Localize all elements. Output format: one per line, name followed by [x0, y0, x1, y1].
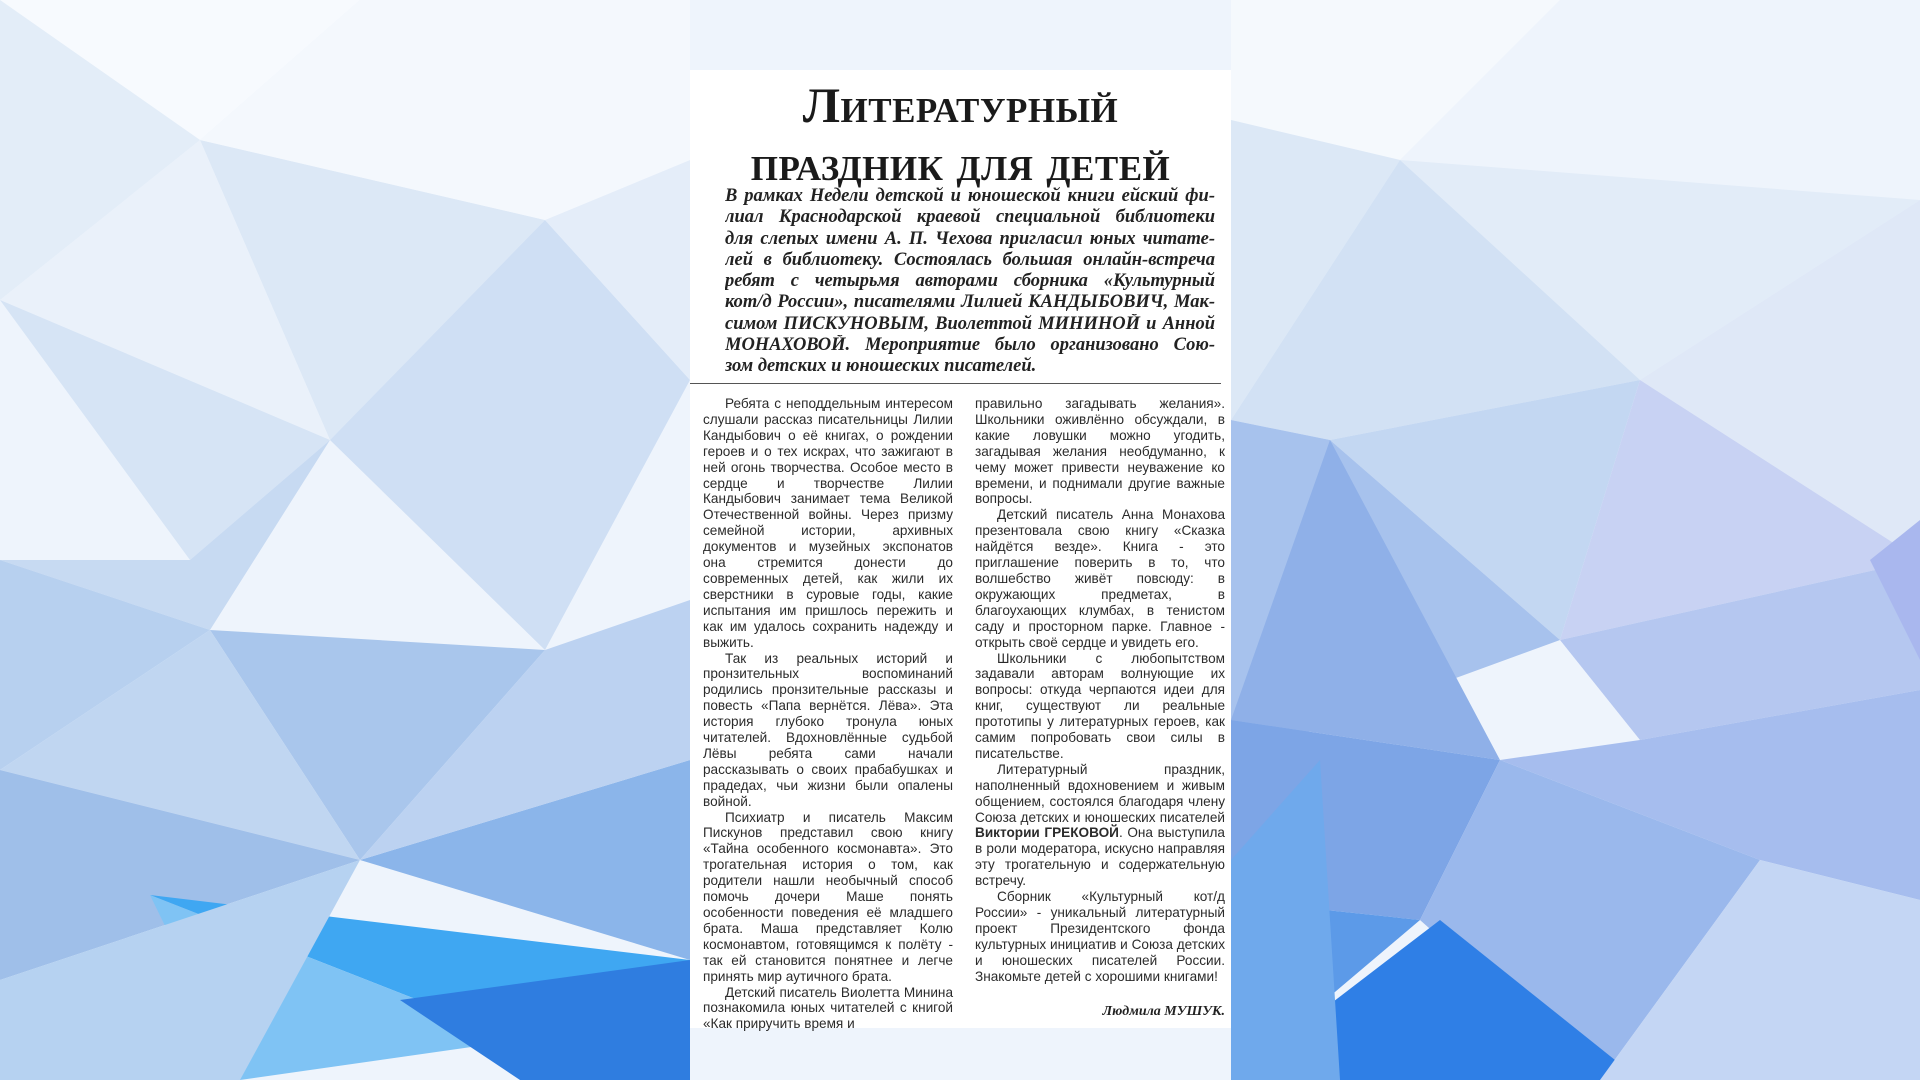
paragraph: Ребята с неподдельным интересом слушали рассказ писательницы Лилии Кандыбович о её книгах, о рождении героев и о тех искрах, что зажигают в ней огонь творчества. Особое место в сердце и творчестве Лилии Кандыбович занимает тема Великой Отечественной войны. Через призму семейной истории, архивных документов и музейных экспонатов она стремится донести до современных детей, как жили их сверстники в суровые годы, какие испытания им пришлось пережить и как им удалось сохранить надежду и выжить. — [703, 396, 953, 650]
paragraph: Школьники с любопытством задавали авторам волнующие их вопросы: откуда черпаются идеи для книг, существуют ли реальные прототипы у литературных героев, как самим попробовать свои силы в писательстве. — [975, 650, 1225, 761]
article-title — [690, 76, 1231, 192]
article-column-left — [703, 396, 953, 1032]
paragraph: Так из реальных историй и пронзительных воспоминаний родились пронзительные рассказы и повесть «Папа вернётся. Лёва». Эта история глубоко тронула юных читателей. Вдохновлённые судьбой Лёвы ребята сами начали рассказывать о своих прабабушках и прадедах, чьи жизни были опалены войной. — [703, 650, 953, 809]
paragraph-moderator — [975, 762, 1225, 889]
divider — [690, 383, 1221, 384]
lead-line: для слепых имени А. П. Чехова пригласил юных читате- — [725, 228, 1215, 249]
article-title-line2: праздник для детей — [750, 135, 1171, 191]
paragraph: Психиатр и писатель Максим Пискунов представил свою книгу «Тайна особенного космонавта». Это трогательная история о том, как родители нашли необычный способ помочь дочери Маше понять особенности поведения её младшего брата. Маша представляет Колю космонавтом, готовящимся к полёту - так ей становится понятнее и легче принять мир аутичного брата. — [703, 809, 953, 984]
paragraph: Детский писатель Анна Монахова презентовала свою книгу «Сказка найдётся везде». Книга - это приглашение поверить в то, что волшебство живёт повсюду: в окружающих предметах, в благоухающих клумбах, в тенистом саду и просторном парке. Главное - открыть своё сердце и увидеть его. — [975, 507, 1225, 650]
paragraph: Детский писатель Виолетта Минина познакомила юных читателей с книгой «Как приручить время и — [703, 984, 953, 1032]
moderator-text-before: Литературный праздник, наполненный вдохновением и живым общением, состоялся благодаря члену Союза детских и юношеских писателей — [975, 761, 1225, 825]
moderator-name: Виктории ГРЕКОВОЙ — [975, 825, 1119, 841]
moderator-text-after: . Она выступила в роли модератора, искусно направляя эту трогательную и содержательную встречу. — [975, 825, 1225, 889]
lead-line: зом детских и юношеских писателей. — [725, 356, 1037, 377]
author-signature: Людмила МУШУК. — [1102, 1004, 1225, 1019]
newspaper-clipping — [690, 70, 1231, 1032]
lead-line: ребят с четырьмя авторами сборника «Культурный — [725, 271, 1215, 292]
lead-line: кот/д России», писателями Лилией КАНДЫБОВИЧ, Мак- — [725, 292, 1215, 313]
lead-line: лиал Краснодарской краевой специальной библиотеки — [725, 207, 1215, 228]
lead-line: В рамках Недели детской и юношеской книги ейский фи- — [725, 186, 1215, 206]
lead-line: лей в библиотеку. Состоялась большая онлайн-встреча — [725, 249, 1215, 270]
lead-line: МОНАХОВОЙ. Мероприятие было организовано Сою- — [725, 335, 1215, 356]
paragraph: правильно загадывать желания». Школьники оживлённо обсуждали, в какие ловушки можно угодить, загадывая желания необдуманно, к чему может привести неуважение ко времени, и поднимали другие важные вопросы. — [975, 396, 1225, 507]
article-title-line1: Литературный — [802, 77, 1119, 133]
lead-line: симом ПИСКУНОВЫМ, Виолеттой МИНИНОЙ и Анной — [725, 313, 1215, 334]
article-lead — [725, 186, 1215, 378]
article-column-right — [975, 396, 1225, 985]
paragraph: Сборник «Культурный кот/д России» - уникальный литературный проект Президентского фонда культурных инициатив и Союза детских и юношеских писателей России. Знакомьте детей с хорошими книгами! — [975, 889, 1225, 984]
